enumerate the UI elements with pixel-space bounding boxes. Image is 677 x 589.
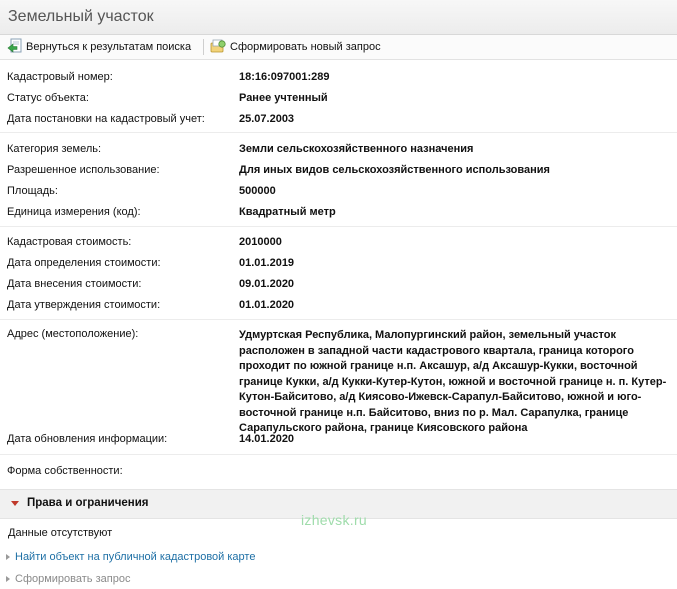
field-label: Дата определения стоимости: [7, 257, 161, 269]
address-value: Удмуртская Республика, Малопургинский район, земельный участок расположен в западной части кадастрового квартала, граница которого проходит по южной границе н.п. Аксашур, а/д Аксашур-Кукки, восточной границе Кукки, а/д Кукки-Кутер-Кутон, южной и восточной границе н. п. Кутер-Кутон-Байситово, а/д Киясово-Ижевск-Сарапул-Байситово, южной и юго-восточной границе н.п. Байситово, вниз по р. Мал. Сарапулка, границе Сарапульского района, границе Киясовского района [239, 329, 667, 434]
new-request-label: Сформировать новый запрос [230, 41, 381, 53]
field-label: Статус объекта: [7, 92, 89, 104]
bullet-arrow-icon [6, 576, 10, 582]
group-divider [0, 226, 677, 227]
public-map-link[interactable] [6, 551, 255, 563]
field-value: Ранее учтенный [239, 92, 328, 104]
field-value: 25.07.2003 [239, 113, 295, 125]
field-label: Дата внесения стоимости: [7, 278, 142, 290]
field-value: 01.01.2019 [239, 257, 295, 269]
field-label: Площадь: [7, 185, 58, 197]
field-label: Форма собственности: [7, 465, 123, 477]
back-to-results-button[interactable] [7, 39, 191, 55]
rights-section-title: Права и ограничения [27, 497, 149, 509]
page-title: Земельный участок [8, 8, 154, 25]
field-label: Дата постановки на кадастровый учет: [7, 113, 205, 125]
field-value: 01.01.2020 [239, 299, 295, 311]
field-value: 2010000 [239, 236, 282, 248]
field-label: Кадастровый номер: [7, 71, 113, 83]
expand-arrow-icon [11, 501, 19, 506]
field-label: Единица измерения (код): [7, 206, 141, 218]
make-request-link-label: Сформировать запрос [15, 573, 131, 585]
field-value: 09.01.2020 [239, 278, 295, 290]
field-label: Разрешенное использование: [7, 164, 160, 176]
field-label: Адрес (местоположение): [7, 328, 139, 340]
new-request-icon [209, 38, 227, 57]
field-value: 18:16:097001:289 [239, 71, 330, 83]
back-arrow-icon [7, 38, 23, 57]
field-value: 14.01.2020 [239, 433, 295, 445]
group-divider [0, 454, 677, 455]
make-request-link[interactable] [6, 573, 130, 585]
field-value: Земли сельскохозяйственного назначения [239, 143, 474, 155]
field-value: Квадратный метр [239, 206, 336, 218]
toolbar [0, 35, 677, 60]
window-header [0, 0, 677, 35]
field-label: Кадастровая стоимость: [7, 236, 132, 248]
new-request-button[interactable] [209, 39, 381, 55]
group-divider [0, 132, 677, 133]
bullet-arrow-icon [6, 554, 10, 560]
back-to-results-label: Вернуться к результатам поиска [26, 41, 192, 53]
property-details [0, 60, 677, 589]
field-label: Дата обновления информации: [7, 433, 168, 445]
field-value: 500000 [239, 185, 276, 197]
group-divider [0, 319, 677, 320]
public-map-link-label: Найти объект на публичной кадастровой карте [15, 551, 256, 563]
watermark: izhevsk.ru [301, 512, 368, 528]
field-label: Категория земель: [7, 143, 102, 155]
field-label: Дата утверждения стоимости: [7, 299, 161, 311]
field-value: Для иных видов сельскохозяйственного использования [239, 164, 550, 176]
no-data-text: Данные отсутствуют [8, 527, 113, 539]
toolbar-separator [203, 39, 204, 55]
